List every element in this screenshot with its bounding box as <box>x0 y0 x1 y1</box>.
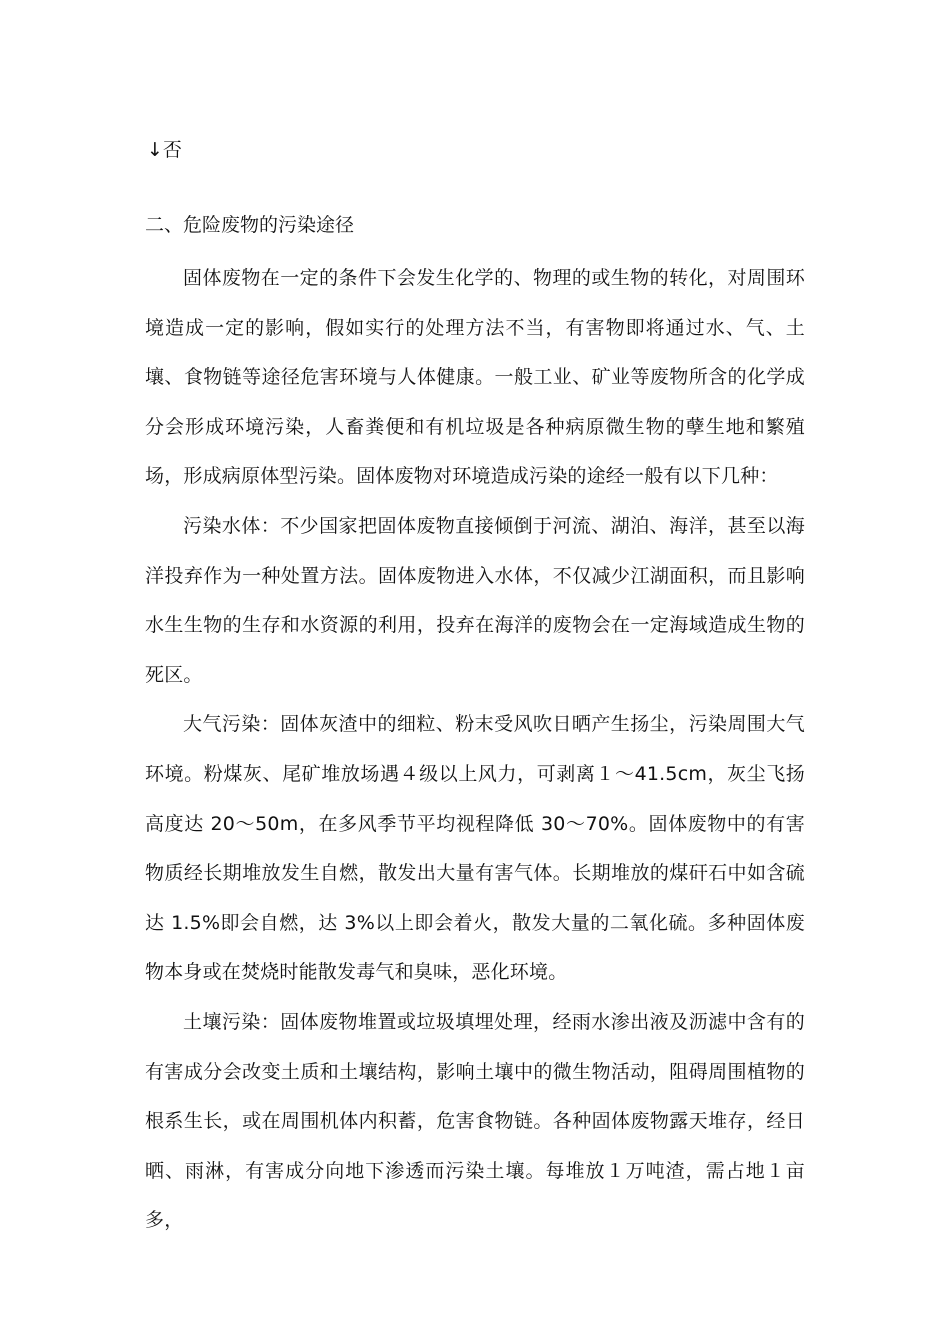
marker-text: ↓否 <box>147 139 182 161</box>
paragraph-soil-pollution: 土壤污染：固体废物堆置或垃圾填埋处理，经雨水渗出液及沥滤中含有的有害成分会改变土质和土壤结构，影响土壤中的微生物活动，阻碍周围植物的根系生长，或在周围机体内积蓄，危害食物链。各种固体废物露天堆存，经日晒、雨淋，有害成分向地下渗透而污染土壤。每堆放１万吨渣，需占地１亩多， <box>145 1010 805 1232</box>
section-heading: 二、危险废物的污染途径 <box>145 214 355 236</box>
paragraph-intro: 固体废物在一定的条件下会发生化学的、物理的或生物的转化，对周围环境造成一定的影响，假如实行的处理方法不当，有害物即将通过水、气、土壤、食物链等途径危害环境与人体健康。一般工业、矿业等废物所含的化学成分会形成环境污染，人畜粪便和有机垃圾是各种病原微生物的孽生地和繁殖场，形成病原体型污染。固体废物对环境造成污染的途经一般有以下几种： <box>145 267 805 488</box>
body-text <box>145 254 805 1246</box>
paragraph-air-pollution: 大气污染：固体灰渣中的细粒、粉末受风吹日晒产生扬尘，污染周围大气环境。粉煤灰、尾矿堆放场遇４级以上风力，可剥离１～41.5cm，灰尘飞扬高度达 20～50m，在多风季节平均视程降低 30～70%。固体废物中的有害物质经长期堆放发生自燃，散发出大量有害气体。长期堆放的煤矸石中如含硫达 1.5%即会自燃，达 3%以上即会着火，散发大量的二氧化硫。多种固体废物本身或在焚烧时能散发毒气和臭味，恶化环境。 <box>145 713 805 984</box>
paragraph-water-pollution: 污染水体：不少国家把固体废物直接倾倒于河流、湖泊、海洋，甚至以海洋投弃作为一种处置方法。固体废物进入水体，不仅减少江湖面积，而且影响水生生物的生存和水资源的利用，投弃在海洋的废物会在一定海域造成生物的死区。 <box>145 514 805 686</box>
